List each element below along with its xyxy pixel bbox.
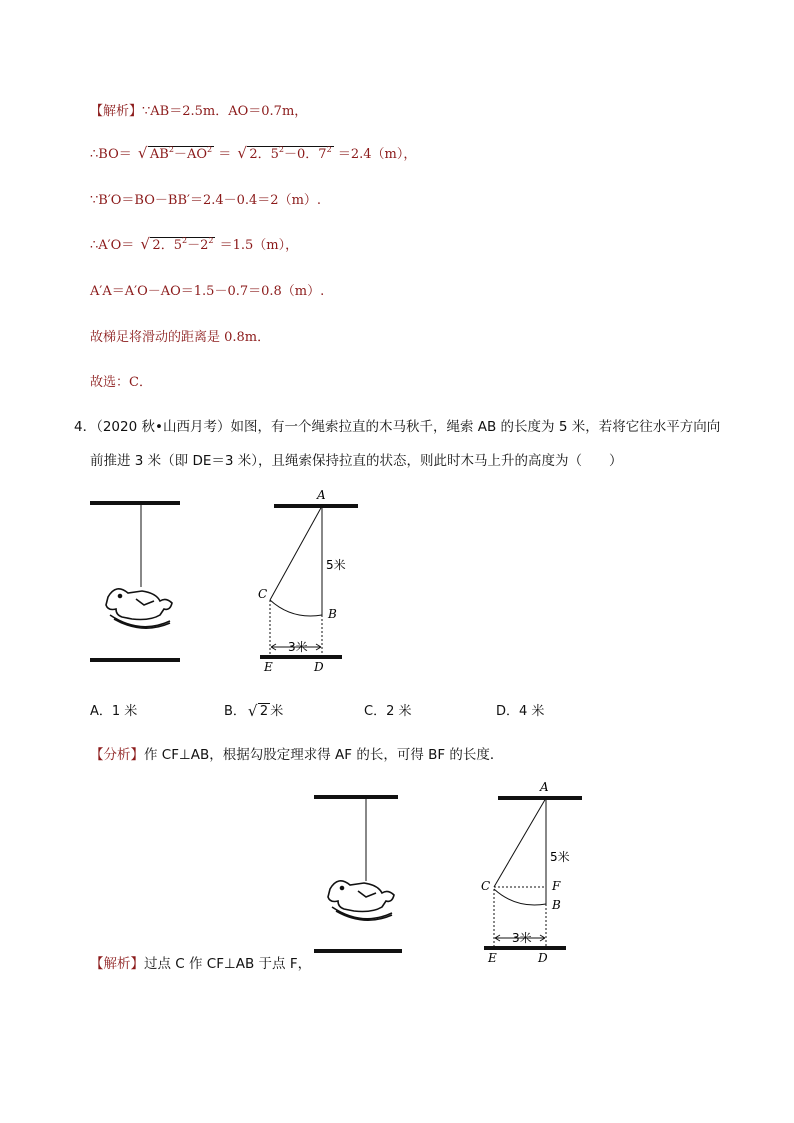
label-A-2: A xyxy=(540,780,549,794)
label-C: C xyxy=(258,587,268,601)
analysis-line xyxy=(90,746,503,764)
label-length-2: 5米 xyxy=(550,850,570,864)
analysis-tag: 【分析】 xyxy=(90,747,144,763)
solution-2-tag: 【解析】 xyxy=(90,956,144,972)
solution-line-7: 故选：C． xyxy=(90,375,152,390)
question-4-line-2: 前推进 3 米（即 DE＝3 米），且绳索保持拉直的状态，则此时木马上升的高度为（ ） xyxy=(90,453,623,469)
rocking-horse-icon-2 xyxy=(328,881,394,920)
label-E: E xyxy=(264,660,273,673)
bo-prefix: ∴BO＝ xyxy=(90,147,132,162)
rocking-horse-figure-1 xyxy=(86,495,196,675)
sqrt-ab-ao: √ $AB^2-AO^2$ xyxy=(138,146,214,164)
label-length: 5米 xyxy=(326,558,346,572)
solution-text: ∵AB＝2.5m．AO＝0.7m， xyxy=(142,104,308,119)
solution-2-line xyxy=(90,955,311,973)
label-F-2: F xyxy=(552,879,561,893)
label-distance: 3米 xyxy=(288,640,308,654)
solution-2-text: 过点 C 作 CF⊥AB 于点 F， xyxy=(144,956,312,972)
swing-diagram-1 xyxy=(256,488,366,673)
option-a[interactable]: A．1 米 xyxy=(90,704,138,719)
option-b[interactable]: B．√ 2 米 xyxy=(224,700,283,719)
rocking-horse-figure-2 xyxy=(312,789,422,964)
ao-result: ＝1.5（m）， xyxy=(219,238,299,253)
label-E-2: E xyxy=(488,951,497,964)
swing-diagram-2 xyxy=(478,779,588,964)
solution-line-6: 故梯足将滑动的距离是 0.8m． xyxy=(90,330,271,345)
analysis-text: 作 CF⊥AB，根据勾股定理求得 AF 的长，可得 BF 的长度． xyxy=(144,747,504,763)
label-B: B xyxy=(328,607,337,621)
option-d[interactable]: D．4 米 xyxy=(496,704,545,719)
option-c[interactable]: C．2 米 xyxy=(364,704,412,719)
label-A: A xyxy=(317,488,326,502)
rocking-horse-icon xyxy=(106,589,172,628)
question-4-line-1: 4．（2020 秋•山西月考）如图，有一个绳索拉直的木马秋千，绳索 AB 的长度为 5 米，若将它往水平方向向 xyxy=(74,419,721,435)
label-B-2: B xyxy=(552,898,561,912)
equals: ＝ xyxy=(218,147,232,162)
label-D-2: D xyxy=(538,951,548,964)
sqrt-numbers: √ 2．$5^2-0$．$7^2$ xyxy=(237,146,333,164)
sqrt-ao: √ 2．$5^2-2^2$ xyxy=(140,237,215,255)
solution-line-5: A′A＝A′O－AO＝1.5－0.7＝0.8（m）. xyxy=(90,284,325,299)
label-C-2: C xyxy=(481,879,491,893)
label-D: D xyxy=(314,660,324,673)
solution-tag: 【解析】 xyxy=(90,104,143,119)
solution-line-2 xyxy=(90,146,416,164)
solution-line-1 xyxy=(90,103,307,121)
label-distance-2: 3米 xyxy=(512,931,532,945)
bo-result: ＝2.4（m）， xyxy=(337,147,417,162)
solution-line-4 xyxy=(90,237,298,255)
ao-prefix: ∴A′O＝ xyxy=(90,238,135,253)
solution-line-3: ∵B′O＝BO－BB′＝2.4－0.4＝2（m）. xyxy=(90,193,322,208)
